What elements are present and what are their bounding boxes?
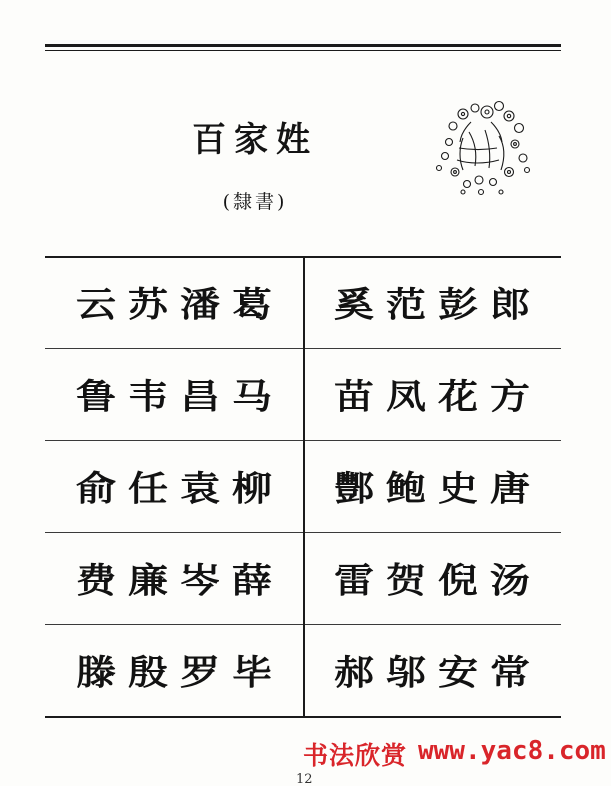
- surname-characters: 苗凤花方: [334, 376, 542, 417]
- surname-cell-left: [45, 348, 303, 440]
- surname-characters: 云苏潘葛: [76, 284, 284, 325]
- table-row: [45, 532, 561, 624]
- surname-cell-right: [303, 440, 561, 532]
- plate-top-border-inner: [45, 50, 561, 51]
- surname-cell-left: [45, 440, 303, 532]
- surname-cell-right: [303, 256, 561, 348]
- table-row: [45, 348, 561, 440]
- surname-characters: 俞任袁柳: [76, 468, 284, 509]
- page-number: 12: [296, 772, 313, 787]
- surname-cell-right: [303, 532, 561, 624]
- surname-characters: 鲁韦昌马: [76, 376, 284, 417]
- surname-cell-left: [45, 624, 303, 716]
- surname-grid: [45, 256, 561, 716]
- surname-characters: 雷贺倪汤: [334, 560, 542, 601]
- table-row: [45, 624, 561, 716]
- surname-cell-right: [303, 624, 561, 716]
- page-title: 百家姓: [192, 120, 318, 160]
- surname-characters: 郝邬安常: [334, 652, 542, 693]
- surname-characters: 费廉岑薛: [76, 560, 284, 601]
- surname-characters: 奚范彭郎: [334, 284, 542, 325]
- surname-cell-left: [45, 256, 303, 348]
- site-url-watermark: www.yac8.com: [418, 736, 606, 766]
- surname-characters: 酆鲍史唐: [334, 468, 542, 509]
- grid-rule-5: [45, 716, 561, 718]
- table-row: [45, 440, 561, 532]
- table-row: [45, 256, 561, 348]
- surname-characters: 滕殷罗毕: [76, 652, 284, 693]
- flower-cluster-icon: [419, 92, 539, 202]
- document-header: [45, 52, 561, 252]
- page-subtitle: (隸書): [222, 191, 288, 213]
- site-name-watermark: 书法欣赏: [303, 741, 408, 770]
- surname-cell-left: [45, 532, 303, 624]
- surname-cell-right: [303, 348, 561, 440]
- footer-watermark: [0, 728, 611, 787]
